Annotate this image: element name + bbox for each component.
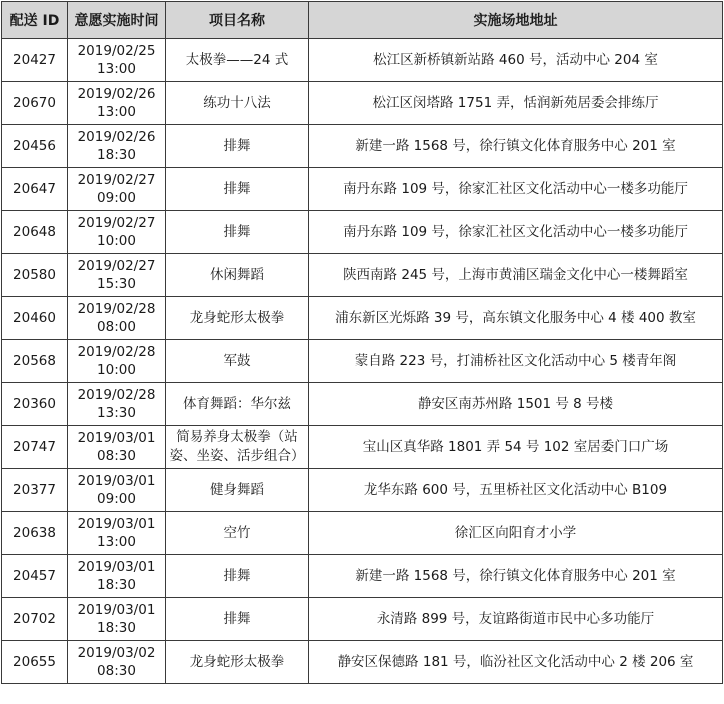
cell-time: 09:00 xyxy=(97,491,136,507)
cell-datetime xyxy=(68,383,166,426)
cell-id: 20427 xyxy=(2,39,68,82)
cell-datetime xyxy=(68,125,166,168)
cell-id: 20360 xyxy=(2,383,68,426)
cell-project: 排舞 xyxy=(166,211,309,254)
cell-time: 08:00 xyxy=(97,319,136,335)
cell-time: 18:30 xyxy=(97,147,136,163)
cell-project: 军鼓 xyxy=(166,340,309,383)
cell-address: 新建一路 1568 号，徐行镇文化体育服务中心 201 室 xyxy=(309,555,723,598)
cell-date: 2019/02/26 xyxy=(77,86,156,102)
cell-datetime xyxy=(68,340,166,383)
cell-address: 浦东新区光烁路 39 号，高东镇文化服务中心 4 楼 400 教室 xyxy=(309,297,723,340)
cell-address: 龙华东路 600 号，五里桥社区文化活动中心 B109 xyxy=(309,469,723,512)
header-project: 项目名称 xyxy=(166,2,309,39)
cell-datetime xyxy=(68,39,166,82)
cell-date: 2019/02/27 xyxy=(77,258,156,274)
cell-date: 2019/03/01 xyxy=(77,516,156,532)
cell-address: 松江区闵塔路 1751 弄，恬润新苑居委会排练厅 xyxy=(309,82,723,125)
cell-address: 陕西南路 245 号，上海市黄浦区瑞金文化中心一楼舞蹈室 xyxy=(309,254,723,297)
table-row xyxy=(2,641,723,684)
cell-id: 20457 xyxy=(2,555,68,598)
cell-time: 10:00 xyxy=(97,233,136,249)
cell-time: 13:00 xyxy=(97,61,136,77)
cell-id: 20638 xyxy=(2,512,68,555)
table-row xyxy=(2,254,723,297)
cell-date: 2019/02/25 xyxy=(77,43,156,59)
cell-datetime xyxy=(68,512,166,555)
cell-datetime xyxy=(68,641,166,684)
schedule-table xyxy=(1,1,723,684)
header-address: 实施场地地址 xyxy=(309,2,723,39)
cell-id: 20580 xyxy=(2,254,68,297)
cell-project: 练功十八法 xyxy=(166,82,309,125)
table-row xyxy=(2,211,723,254)
cell-project: 健身舞蹈 xyxy=(166,469,309,512)
cell-time: 10:00 xyxy=(97,362,136,378)
cell-id: 20702 xyxy=(2,598,68,641)
cell-id: 20568 xyxy=(2,340,68,383)
cell-date: 2019/02/27 xyxy=(77,172,156,188)
table-row xyxy=(2,469,723,512)
cell-datetime xyxy=(68,168,166,211)
cell-address: 静安区保德路 181 号，临汾社区文化活动中心 2 楼 206 室 xyxy=(309,641,723,684)
table-row xyxy=(2,598,723,641)
cell-project: 体育舞蹈：华尔兹 xyxy=(166,383,309,426)
cell-id: 20460 xyxy=(2,297,68,340)
cell-id: 20377 xyxy=(2,469,68,512)
cell-address: 永清路 899 号，友谊路街道市民中心多功能厅 xyxy=(309,598,723,641)
cell-id: 20655 xyxy=(2,641,68,684)
cell-id: 20648 xyxy=(2,211,68,254)
table-row xyxy=(2,39,723,82)
cell-date: 2019/03/02 xyxy=(77,645,156,661)
cell-datetime xyxy=(68,555,166,598)
cell-address: 蒙自路 223 号，打浦桥社区文化活动中心 5 楼青年阁 xyxy=(309,340,723,383)
cell-time: 08:30 xyxy=(97,663,136,679)
cell-datetime xyxy=(68,426,166,469)
table-body xyxy=(2,39,723,684)
cell-time: 13:30 xyxy=(97,405,136,421)
table-row xyxy=(2,383,723,426)
cell-project: 空竹 xyxy=(166,512,309,555)
cell-datetime xyxy=(68,598,166,641)
cell-time: 15:30 xyxy=(97,276,136,292)
cell-date: 2019/03/01 xyxy=(77,473,156,489)
cell-project: 简易养身太极拳（站姿、坐姿、活步组合） xyxy=(166,426,309,469)
cell-time: 18:30 xyxy=(97,620,136,636)
cell-project: 排舞 xyxy=(166,125,309,168)
cell-address: 南丹东路 109 号，徐家汇社区文化活动中心一楼多功能厅 xyxy=(309,211,723,254)
table-row xyxy=(2,340,723,383)
cell-project: 排舞 xyxy=(166,598,309,641)
cell-id: 20647 xyxy=(2,168,68,211)
table-row xyxy=(2,168,723,211)
cell-time: 18:30 xyxy=(97,577,136,593)
cell-datetime xyxy=(68,211,166,254)
cell-date: 2019/03/01 xyxy=(77,602,156,618)
table-row xyxy=(2,555,723,598)
table-row xyxy=(2,297,723,340)
cell-datetime xyxy=(68,297,166,340)
cell-date: 2019/02/27 xyxy=(77,215,156,231)
cell-project: 龙身蛇形太极拳 xyxy=(166,641,309,684)
cell-time: 09:00 xyxy=(97,190,136,206)
header-id: 配送 ID xyxy=(2,2,68,39)
cell-date: 2019/02/28 xyxy=(77,301,156,317)
cell-datetime xyxy=(68,82,166,125)
cell-project: 休闲舞蹈 xyxy=(166,254,309,297)
cell-date: 2019/02/26 xyxy=(77,129,156,145)
cell-project: 龙身蛇形太极拳 xyxy=(166,297,309,340)
cell-address: 南丹东路 109 号，徐家汇社区文化活动中心一楼多功能厅 xyxy=(309,168,723,211)
cell-date: 2019/03/01 xyxy=(77,430,156,446)
cell-datetime xyxy=(68,254,166,297)
cell-date: 2019/02/28 xyxy=(77,387,156,403)
header-time: 意愿实施时间 xyxy=(68,2,166,39)
cell-datetime xyxy=(68,469,166,512)
cell-date: 2019/03/01 xyxy=(77,559,156,575)
cell-address: 松江区新桥镇新站路 460 号，活动中心 204 室 xyxy=(309,39,723,82)
cell-project: 太极拳——24 式 xyxy=(166,39,309,82)
cell-id: 20670 xyxy=(2,82,68,125)
table-row xyxy=(2,512,723,555)
cell-id: 20747 xyxy=(2,426,68,469)
table-row xyxy=(2,426,723,469)
cell-address: 宝山区真华路 1801 弄 54 号 102 室居委门口广场 xyxy=(309,426,723,469)
table-row xyxy=(2,82,723,125)
cell-address: 新建一路 1568 号，徐行镇文化体育服务中心 201 室 xyxy=(309,125,723,168)
cell-project: 排舞 xyxy=(166,168,309,211)
cell-project: 排舞 xyxy=(166,555,309,598)
cell-time: 08:30 xyxy=(97,448,136,464)
cell-time: 13:00 xyxy=(97,104,136,120)
cell-id: 20456 xyxy=(2,125,68,168)
table-row xyxy=(2,125,723,168)
cell-address: 徐汇区向阳育才小学 xyxy=(309,512,723,555)
cell-time: 13:00 xyxy=(97,534,136,550)
header-row xyxy=(2,2,723,39)
cell-date: 2019/02/28 xyxy=(77,344,156,360)
cell-address: 静安区南苏州路 1501 号 8 号楼 xyxy=(309,383,723,426)
